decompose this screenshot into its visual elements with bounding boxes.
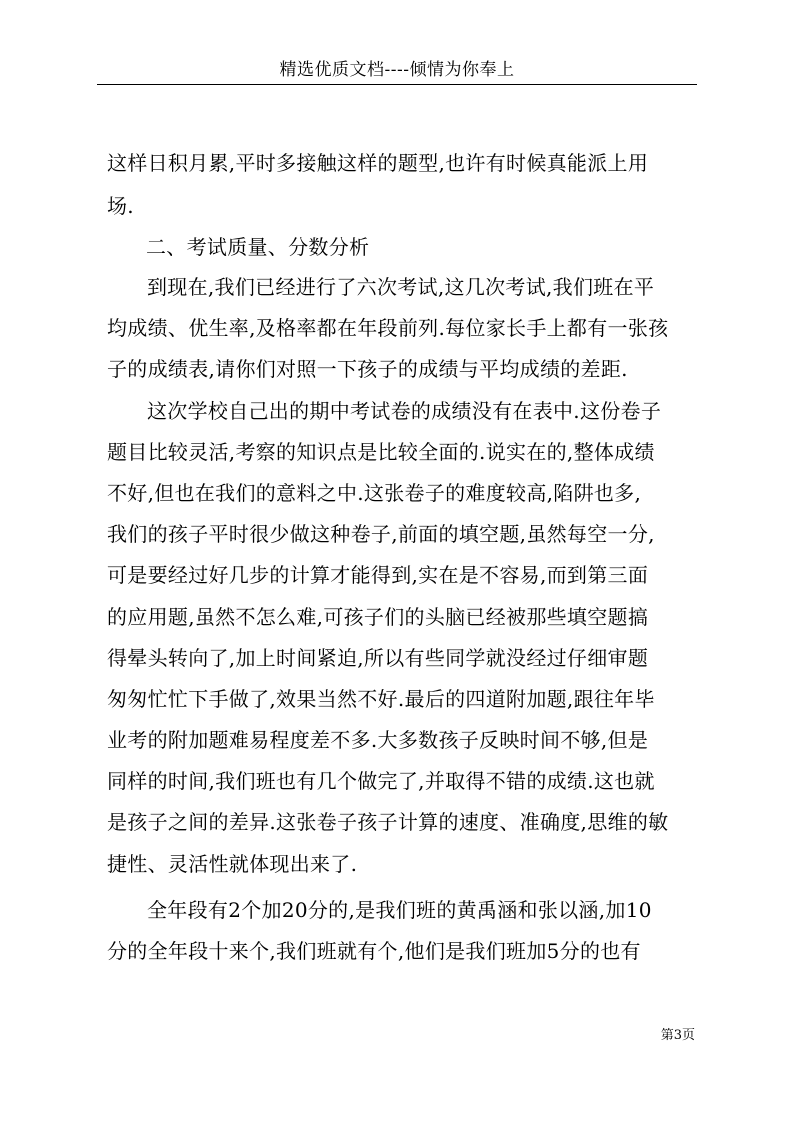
body-line: 分的全年段十来个,我们班就有个,他们是我们班加5分的也有 (107, 939, 641, 963)
body-line: 子的成绩表,请你们对照一下孩子的成绩与平均成绩的差距. (107, 357, 628, 381)
body-line: 题目比较灵活,考察的知识点是比较全面的.说实在的,整体成绩 (107, 440, 655, 464)
body-line: 我们的孩子平时很少做这种卷子,前面的填空题,虽然每空一分, (107, 522, 655, 546)
body-line: 得晕头转向了,加上时间紧迫,所以有些同学就没经过仔细审题 (107, 646, 649, 670)
body-line: 业考的附加题难易程度差不多.大多数孩子反映时间不够,但是 (107, 728, 649, 752)
body-line: 可是要经过好几步的计算才能得到,实在是不容易,而到第三面 (107, 563, 649, 587)
body-line: 这样日积月累,平时多接触这样的题型,也许有时候真能派上用 (107, 151, 649, 175)
body-line: 场. (107, 194, 134, 218)
body-line: 匆匆忙忙下手做了,效果当然不好.最后的四道附加题,跟往年毕 (107, 687, 655, 711)
body-line: 均成绩、优生率,及格率都在年段前列.每位家长手上都有一张孩 (107, 316, 669, 340)
page-number: 第3页 (660, 1028, 695, 1043)
body-line: 全年段有2个加20分的,是我们班的黄禹涵和张以涵,加10 (147, 898, 652, 922)
body-line: 的应用题,虽然不怎么难,可孩子们的头脑已经被那些填空题搞 (107, 605, 649, 629)
header-divider (97, 84, 697, 85)
body-line: 是孩子之间的差异.这张卷子孩子计算的速度、准确度,思维的敏 (107, 810, 669, 834)
body-line: 捷性、灵活性就体现出来了. (107, 852, 358, 876)
body-line: 到现在,我们已经进行了六次考试,这几次考试,我们班在平 (147, 275, 655, 299)
body-line: 同样的时间,我们班也有几个做完了,并取得不错的成绩.这也就 (107, 769, 655, 793)
body-line: 这次学校自己出的期中考试卷的成绩没有在表中.这份卷子 (147, 399, 662, 423)
body-line: 不好,但也在我们的意料之中.这张卷子的难度较高,陷阱也多, (107, 481, 642, 505)
header-title: 精选优质文档----倾情为你奉上 (279, 60, 515, 80)
section-heading: 二、考试质量、分数分析 (146, 235, 370, 259)
